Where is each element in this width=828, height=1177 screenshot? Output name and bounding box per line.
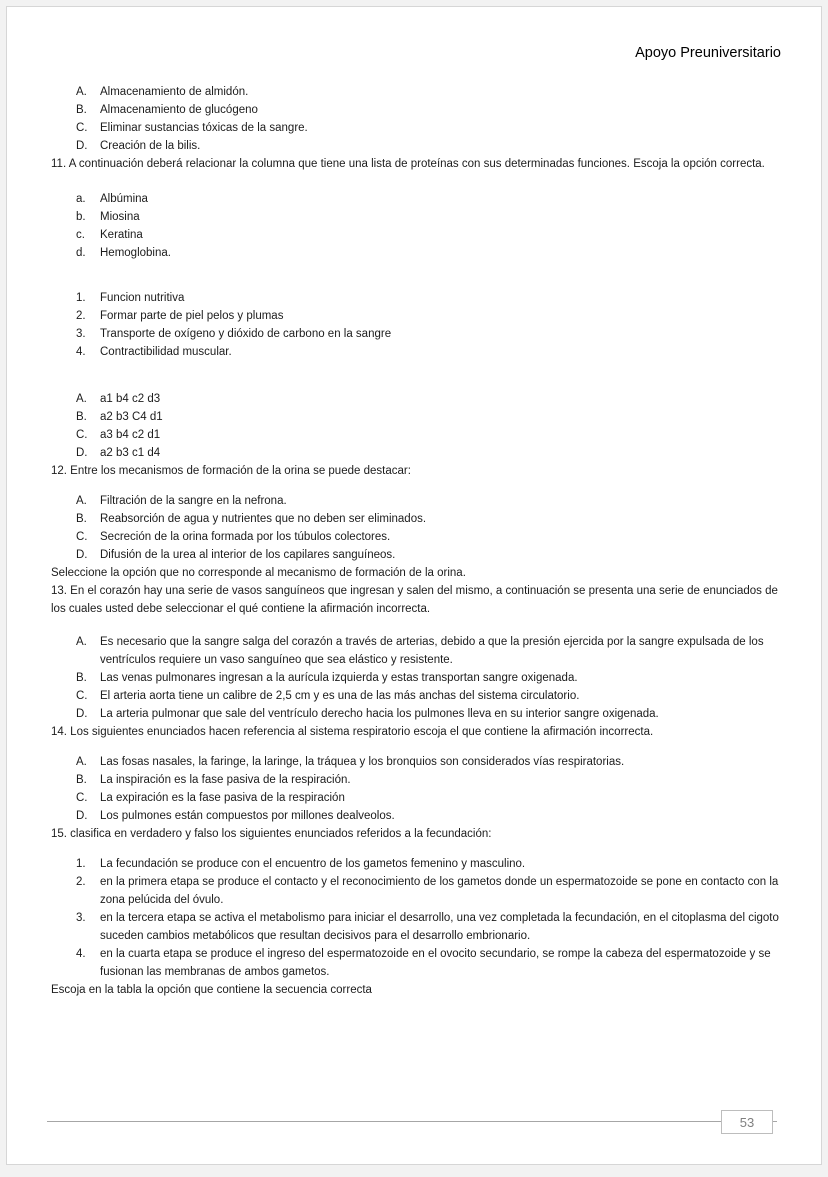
item-text: Albúmina xyxy=(100,193,148,205)
option-label: C. xyxy=(76,429,88,441)
question-11-function-list xyxy=(76,289,781,361)
option-row xyxy=(76,101,781,119)
option-row xyxy=(76,390,781,408)
option-text: Las fosas nasales, la faringe, la laringe, la tráquea y los bronquios son considerados vías respiratorias. xyxy=(100,756,625,768)
item-label: a. xyxy=(76,193,86,205)
option-text: Creación de la bilis. xyxy=(100,140,201,152)
list-item xyxy=(76,873,781,909)
item-label: b. xyxy=(76,211,86,223)
option-label: C. xyxy=(76,122,88,134)
option-text: La expiración es la fase pasiva de la respiración xyxy=(100,792,345,804)
option-text: La arteria pulmonar que sale del ventrículo derecho hacia los pulmones lleva en su interior sangre oxigenada. xyxy=(100,708,659,720)
page-number-badge xyxy=(721,1110,773,1134)
option-row xyxy=(76,528,781,546)
option-label: A. xyxy=(76,86,87,98)
option-row xyxy=(76,807,781,825)
option-row xyxy=(76,83,781,101)
question-13-stem: 13. En el corazón hay una serie de vasos sanguíneos que ingresan y salen del mismo, a continuación se presenta una serie de enunciados de los cuales usted debe seleccionar el qué contiene la afirmación incorrecta. xyxy=(51,585,778,615)
option-label: B. xyxy=(76,774,87,786)
option-row xyxy=(76,492,781,510)
option-row xyxy=(76,771,781,789)
list-item xyxy=(76,244,781,262)
option-row xyxy=(76,669,781,687)
option-label: B. xyxy=(76,411,87,423)
option-text: Secreción de la orina formada por los túbulos colectores. xyxy=(100,531,391,543)
option-text: Difusión de la urea al interior de los capilares sanguíneos. xyxy=(100,549,396,561)
option-label: D. xyxy=(76,549,88,561)
option-text: Eliminar sustancias tóxicas de la sangre. xyxy=(100,122,308,134)
list-item xyxy=(76,307,781,325)
list-item xyxy=(76,289,781,307)
item-text: Miosina xyxy=(100,211,140,223)
question-15-note: Escoja en la tabla la opción que contiene la secuencia correcta xyxy=(51,984,372,996)
item-text: Funcion nutritiva xyxy=(100,292,185,304)
question-12-stem: 12. Entre los mecanismos de formación de la orina se puede destacar: xyxy=(51,465,411,477)
option-text: La inspiración es la fase pasiva de la respiración. xyxy=(100,774,351,786)
document-title: Apoyo Preuniversitario xyxy=(635,45,781,61)
page-footer xyxy=(47,1114,777,1130)
option-label: D. xyxy=(76,810,88,822)
option-text: El arteria aorta tiene un calibre de 2,5 cm y es una de las más anchas del sistema circulatorio. xyxy=(100,690,580,702)
option-label: B. xyxy=(76,513,87,525)
list-item xyxy=(76,325,781,343)
option-row xyxy=(76,753,781,771)
item-label: d. xyxy=(76,247,86,259)
list-item xyxy=(76,190,781,208)
question-12-options xyxy=(76,492,781,564)
question-15-stem: 15. clasifica en verdadero y falso los siguientes enunciados referidos a la fecundación: xyxy=(51,828,492,840)
option-row xyxy=(76,426,781,444)
option-label: C. xyxy=(76,792,88,804)
option-label: C. xyxy=(76,531,88,543)
option-label: A. xyxy=(76,393,87,405)
item-text: Formar parte de piel pelos y plumas xyxy=(100,310,284,322)
option-row xyxy=(76,444,781,462)
option-text: Filtración de la sangre en la nefrona. xyxy=(100,495,287,507)
page-header xyxy=(635,45,781,61)
option-row xyxy=(76,687,781,705)
option-row xyxy=(76,789,781,807)
option-label: D. xyxy=(76,447,88,459)
list-item xyxy=(76,945,781,981)
item-text: Contractibilidad muscular. xyxy=(100,346,232,358)
list-item xyxy=(76,208,781,226)
option-row xyxy=(76,119,781,137)
item-text: en la cuarta etapa se produce el ingreso del espermatozoide en el ovocito secundario, se rompe la cabeza del espermatozoide y se fusionan las membranas de ambos gametos. xyxy=(100,948,771,978)
option-label: A. xyxy=(76,756,87,768)
list-item xyxy=(76,343,781,361)
option-row xyxy=(76,705,781,723)
item-label: 2. xyxy=(76,876,86,888)
item-label: 4. xyxy=(76,346,86,358)
item-text: Keratina xyxy=(100,229,143,241)
option-text: Almacenamiento de glucógeno xyxy=(100,104,258,116)
item-text: Hemoglobina. xyxy=(100,247,171,259)
option-label: D. xyxy=(76,140,88,152)
option-text: a2 b3 C4 d1 xyxy=(100,411,163,423)
option-text: a2 b3 c1 d4 xyxy=(100,447,161,459)
question-12-note: Seleccione la opción que no corresponde al mecanismo de formación de la orina. xyxy=(51,567,466,579)
list-item xyxy=(76,909,781,945)
question-11-stem: 11. A continuación deberá relacionar la columna que tiene una lista de proteínas con sus determinadas funciones. Escoja la opción correcta. xyxy=(51,158,765,170)
option-row xyxy=(76,510,781,528)
question-11-options xyxy=(76,390,781,462)
question-13-options xyxy=(76,633,781,723)
option-text: a1 b4 c2 d3 xyxy=(100,393,161,405)
question-14-stem: 14. Los siguientes enunciados hacen referencia al sistema respiratorio escoja el que contiene la afirmación incorrecta. xyxy=(51,726,654,738)
item-label: 3. xyxy=(76,328,86,340)
option-label: A. xyxy=(76,636,87,648)
option-label: D. xyxy=(76,708,88,720)
option-row xyxy=(76,633,781,669)
option-text: a3 b4 c2 d1 xyxy=(100,429,161,441)
question-11-protein-list xyxy=(76,190,781,262)
page-number: 53 xyxy=(739,1114,755,1130)
item-label: 3. xyxy=(76,912,86,924)
item-label: 1. xyxy=(76,292,86,304)
option-text: Las venas pulmonares ingresan a la aurícula izquierda y estas transportan sangre oxigenada. xyxy=(100,672,578,684)
page-content xyxy=(51,83,781,999)
option-row xyxy=(76,408,781,426)
option-row xyxy=(76,546,781,564)
option-row xyxy=(76,137,781,155)
option-text: Reabsorción de agua y nutrientes que no deben ser eliminados. xyxy=(100,513,427,525)
item-label: 2. xyxy=(76,310,86,322)
list-item xyxy=(76,855,781,873)
question-10-options xyxy=(76,83,781,155)
option-label: B. xyxy=(76,672,87,684)
item-text: en la primera etapa se produce el contacto y el reconocimiento de los gametos donde un espermatozoide se pone en contacto con la zona pelúcida del óvulo. xyxy=(100,876,779,906)
option-text: Es necesario que la sangre salga del corazón a través de arterias, debido a que la presión ejercida por la sangre expulsada de los ventrículos requiere un vaso sanguíneo que sea elástico y resistente. xyxy=(100,636,764,666)
item-text: en la tercera etapa se activa el metabolismo para iniciar el desarrollo, una vez completada la fecundación, en el citoplasma del cigoto suceden cambios metabólicos que resultan decisivos para el desarrollo embrionario. xyxy=(100,912,779,942)
list-item xyxy=(76,226,781,244)
option-label: A. xyxy=(76,495,87,507)
document-page xyxy=(6,6,822,1165)
item-text: Transporte de oxígeno y dióxido de carbono en la sangre xyxy=(100,328,392,340)
question-15-items xyxy=(76,855,781,981)
item-label: 1. xyxy=(76,858,86,870)
option-label: B. xyxy=(76,104,87,116)
option-text: Los pulmones están compuestos por millones dealveolos. xyxy=(100,810,395,822)
option-label: C. xyxy=(76,690,88,702)
item-label: c. xyxy=(76,229,85,241)
option-text: Almacenamiento de almidón. xyxy=(100,86,249,98)
item-label: 4. xyxy=(76,948,86,960)
question-14-options xyxy=(76,753,781,825)
item-text: La fecundación se produce con el encuentro de los gametos femenino y masculino. xyxy=(100,858,526,870)
